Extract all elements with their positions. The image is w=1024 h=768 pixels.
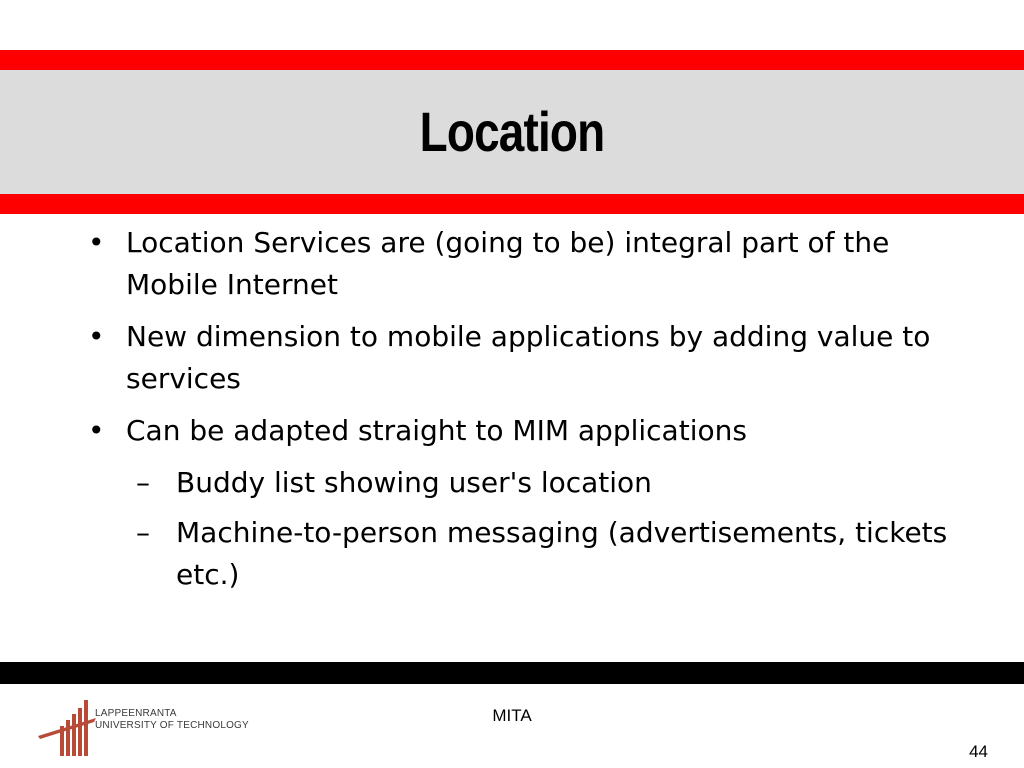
footer-center-text: MITA — [492, 706, 532, 725]
logo-line-1: LAPPEENRANTA — [95, 708, 177, 719]
sub-bullet-marker: – — [136, 466, 150, 499]
bullet-text: New dimension to mobile applications by adding value to services — [126, 320, 931, 395]
slide-title: Location — [419, 100, 605, 163]
bullet-item — [88, 222, 968, 306]
bullet-marker: • — [88, 226, 105, 259]
bullet-marker: • — [88, 414, 105, 447]
bullet-marker: • — [88, 320, 105, 353]
sub-bullet-item — [88, 512, 968, 596]
sub-bullet-text: Buddy list showing user's location — [176, 466, 652, 499]
sub-bullet-marker: – — [136, 516, 150, 549]
logo-line-2: UNIVERSITY OF TECHNOLOGY — [95, 720, 249, 731]
page-number: 44 — [969, 742, 988, 761]
bullet-item — [88, 316, 968, 400]
slide-content — [88, 222, 968, 604]
bullet-text: Can be adapted straight to MIM applications — [126, 414, 747, 447]
bottom-red-bar — [0, 194, 1024, 214]
bullet-item — [88, 410, 968, 452]
sub-bullet-text: Machine-to-person messaging (advertisements, tickets etc.) — [176, 516, 948, 591]
bullet-text: Location Services are (going to be) integral part of the Mobile Internet — [126, 226, 890, 301]
top-red-bar — [0, 50, 1024, 70]
footer-black-bar — [0, 662, 1024, 684]
sub-bullet-item — [88, 462, 968, 504]
